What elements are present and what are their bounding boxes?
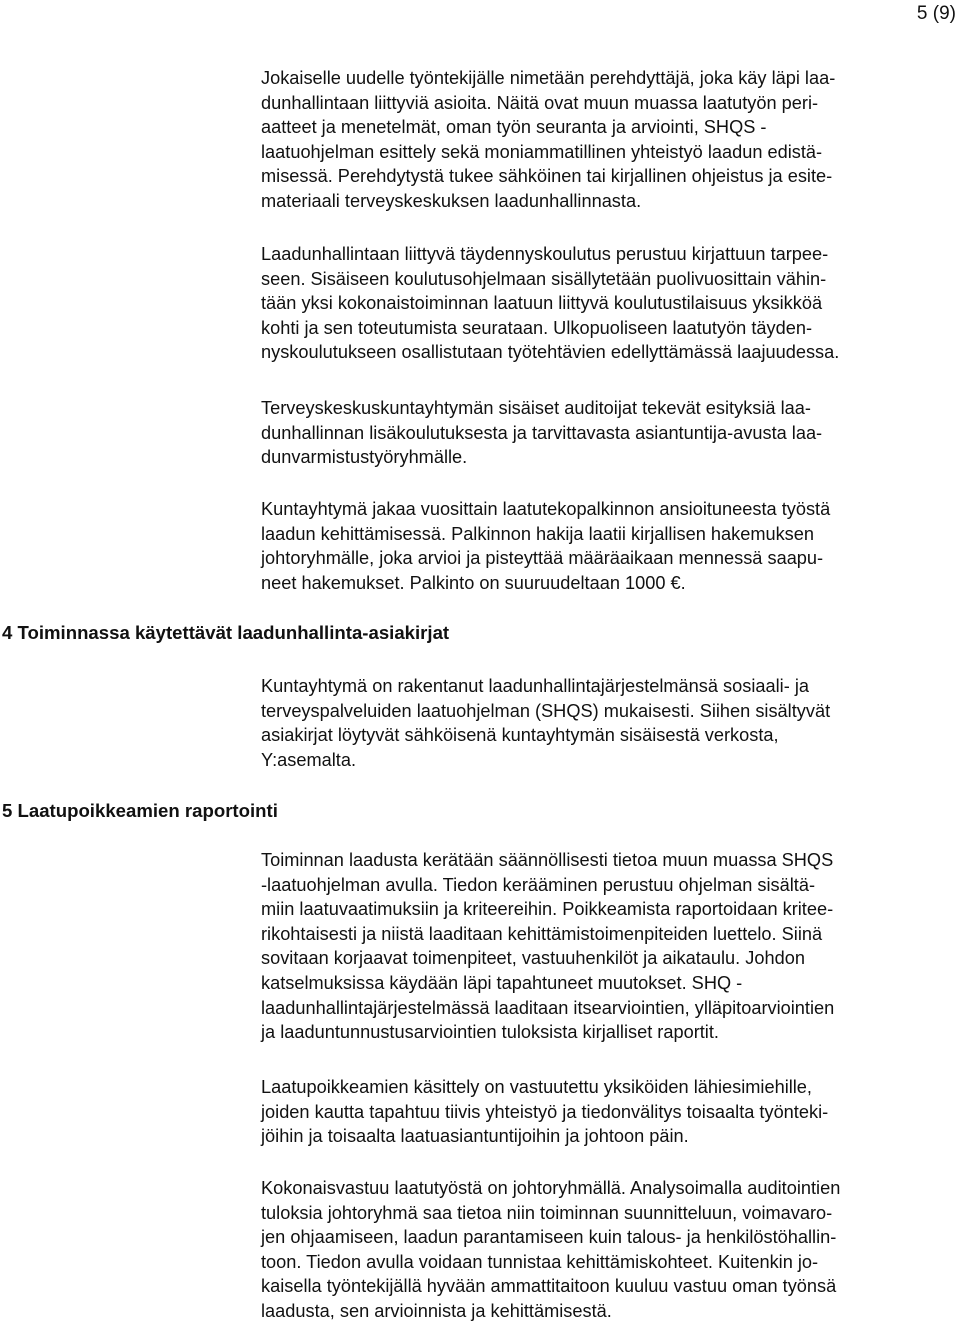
paragraph-orientation — [261, 66, 960, 214]
text-line: Toiminnan laadusta kerätään säännöllisesti tietoa muun muassa SHQS — [261, 850, 834, 870]
text-line: Laatupoikkeamien käsittely on vastuutettu yksiköiden lähiesimiehille, — [261, 1077, 812, 1097]
text-line: ja laaduntunnustusarviointien tuloksista kirjalliset raportit. — [261, 1022, 719, 1043]
text-line: katselmuksissa käydään läpi tapahtuneet muutokset. SHQ - — [261, 972, 743, 993]
text-line: sovitaan korjaavat toimenpiteet, vastuuhenkilöt ja aikataulu. Johdon — [261, 948, 805, 969]
text-line: dunhallintaan liittyviä asioita. Näitä ovat muun muassa laatutyön peri- — [261, 92, 819, 113]
text-line: Kuntayhtymä jakaa vuosittain laatutekopalkinnon ansioituneesta työstä — [261, 499, 831, 519]
section-heading-5: 5 Laatupoikkeamien raportointi — [2, 800, 278, 821]
text-line: terveyspalveluiden laatuohjelman (SHQS) mukaisesti. Siihen sisältyvät — [261, 700, 831, 721]
text-line: materiaali terveyskeskuksen laadunhallinnasta. — [261, 190, 642, 211]
text-line: johtoryhmälle, joka arvioi ja pisteyttää määräaikaan mennessä saapu- — [261, 548, 824, 569]
text-line: toon. Tiedon avulla voidaan tunnistaa kehittämiskohteet. Kuitenkin jo- — [261, 1251, 819, 1272]
text-line: laadunhallintajärjestelmässä laaditaan itsearviointien, ylläpitoarviointien — [261, 997, 835, 1018]
text-line: jen ohjaamiseen, laadun parantamiseen kuin talous- ja henkilöstöhallin- — [261, 1227, 837, 1248]
text-line: kohti ja sen toteutumista seurataan. Ulkopuoliseen laatutyön täyden- — [261, 317, 813, 338]
paragraph-award — [261, 497, 960, 595]
text-line: laatuohjelman esittely sekä moniammatillinen yhteistyö laadun edistä- — [261, 141, 823, 162]
text-line: dunvarmistustyöryhmälle. — [261, 447, 468, 468]
text-line: seen. Sisäiseen koulutusohjelmaan sisällytetään puolivuosittain vähin- — [261, 268, 827, 289]
text-line: Laadunhallintaan liittyvä täydennyskoulutus perustuu kirjattuun tarpee- — [261, 244, 829, 264]
text-line: tään yksi kokonaistoiminnan laatuun liittyvä koulutustilaisuus yksikköä — [261, 293, 823, 314]
text-line: dunhallinnan lisäkoulutuksesta ja tarvittavasta asiantuntija-avusta laa- — [261, 422, 823, 443]
paragraph-training — [261, 242, 960, 365]
text-line: Jokaiselle uudelle työntekijälle nimetään perehdyttäjä, joka käy läpi laa- — [261, 68, 836, 88]
text-line: Kokonaisvastuu laatutyöstä on johtoryhmällä. Analysoimalla auditointien — [261, 1178, 841, 1198]
text-line: jöihin ja toisaalta laatuasiantuntijoihin ja johtoon päin. — [261, 1126, 689, 1147]
text-line: Y:asemalta. — [261, 749, 357, 770]
text-line: miin laatuvaatimuksiin ja kriteereihin. Poikkeamista raportoidaan kritee- — [261, 899, 834, 920]
text-line: laadun kehittämisessä. Palkinnon hakija laatii kirjallisen hakemuksen — [261, 523, 814, 544]
text-line: Terveyskeskuskuntayhtymän sisäiset auditoijat tekevät esityksiä laa- — [261, 398, 811, 418]
paragraph-quality-data — [261, 848, 960, 1045]
text-line: -laatuohjelman avulla. Tiedon kerääminen perustuu ohjelman sisältä- — [261, 874, 816, 895]
text-line: asiakirjat löytyvät sähköisenä kuntayhtymän sisäisestä verkosta, — [261, 725, 779, 746]
text-line: neet hakemukset. Palkinto on suuruudeltaan 1000 €. — [261, 572, 686, 593]
text-line: nyskoulutukseen osallistutaan työtehtävien edellyttämässä laajuudessa. — [261, 342, 840, 363]
text-line: kaisella työntekijällä hyvään ammattitaitoon kuuluu vastuu oman työnsä — [261, 1276, 837, 1297]
text-line: tuloksia johtoryhmä saa tietoa niin toiminnan suunnitteluun, voimavaro- — [261, 1202, 833, 1223]
text-line: aatteet ja menetelmät, oman työn seuranta ja arviointi, SHQS - — [261, 117, 767, 138]
paragraph-documents — [261, 674, 960, 772]
text-line: misessä. Perehdytystä tukee sähköinen tai kirjallinen ohjeistus ja esite- — [261, 166, 833, 187]
text-line: laadusta, sen arvioinnista ja kehittämisestä. — [261, 1300, 612, 1321]
text-line: Kuntayhtymä on rakentanut laadunhallintajärjestelmänsä sosiaali- ja — [261, 676, 809, 696]
text-line: rikohtaisesti ja niistä laaditaan kehittämistoimenpiteiden luettelo. Siinä — [261, 923, 823, 944]
paragraph-auditors — [261, 396, 960, 470]
paragraph-deviations — [261, 1075, 960, 1149]
page-number: 5 (9) — [916, 3, 956, 24]
text-line: joiden kautta tapahtuu tiivis yhteistyö ja tiedonvälitys toisaalta työnteki- — [261, 1101, 829, 1122]
section-heading-4: 4 Toiminnassa käytettävät laadunhallinta-asiakirjat — [2, 622, 450, 643]
paragraph-responsibility — [261, 1176, 960, 1324]
